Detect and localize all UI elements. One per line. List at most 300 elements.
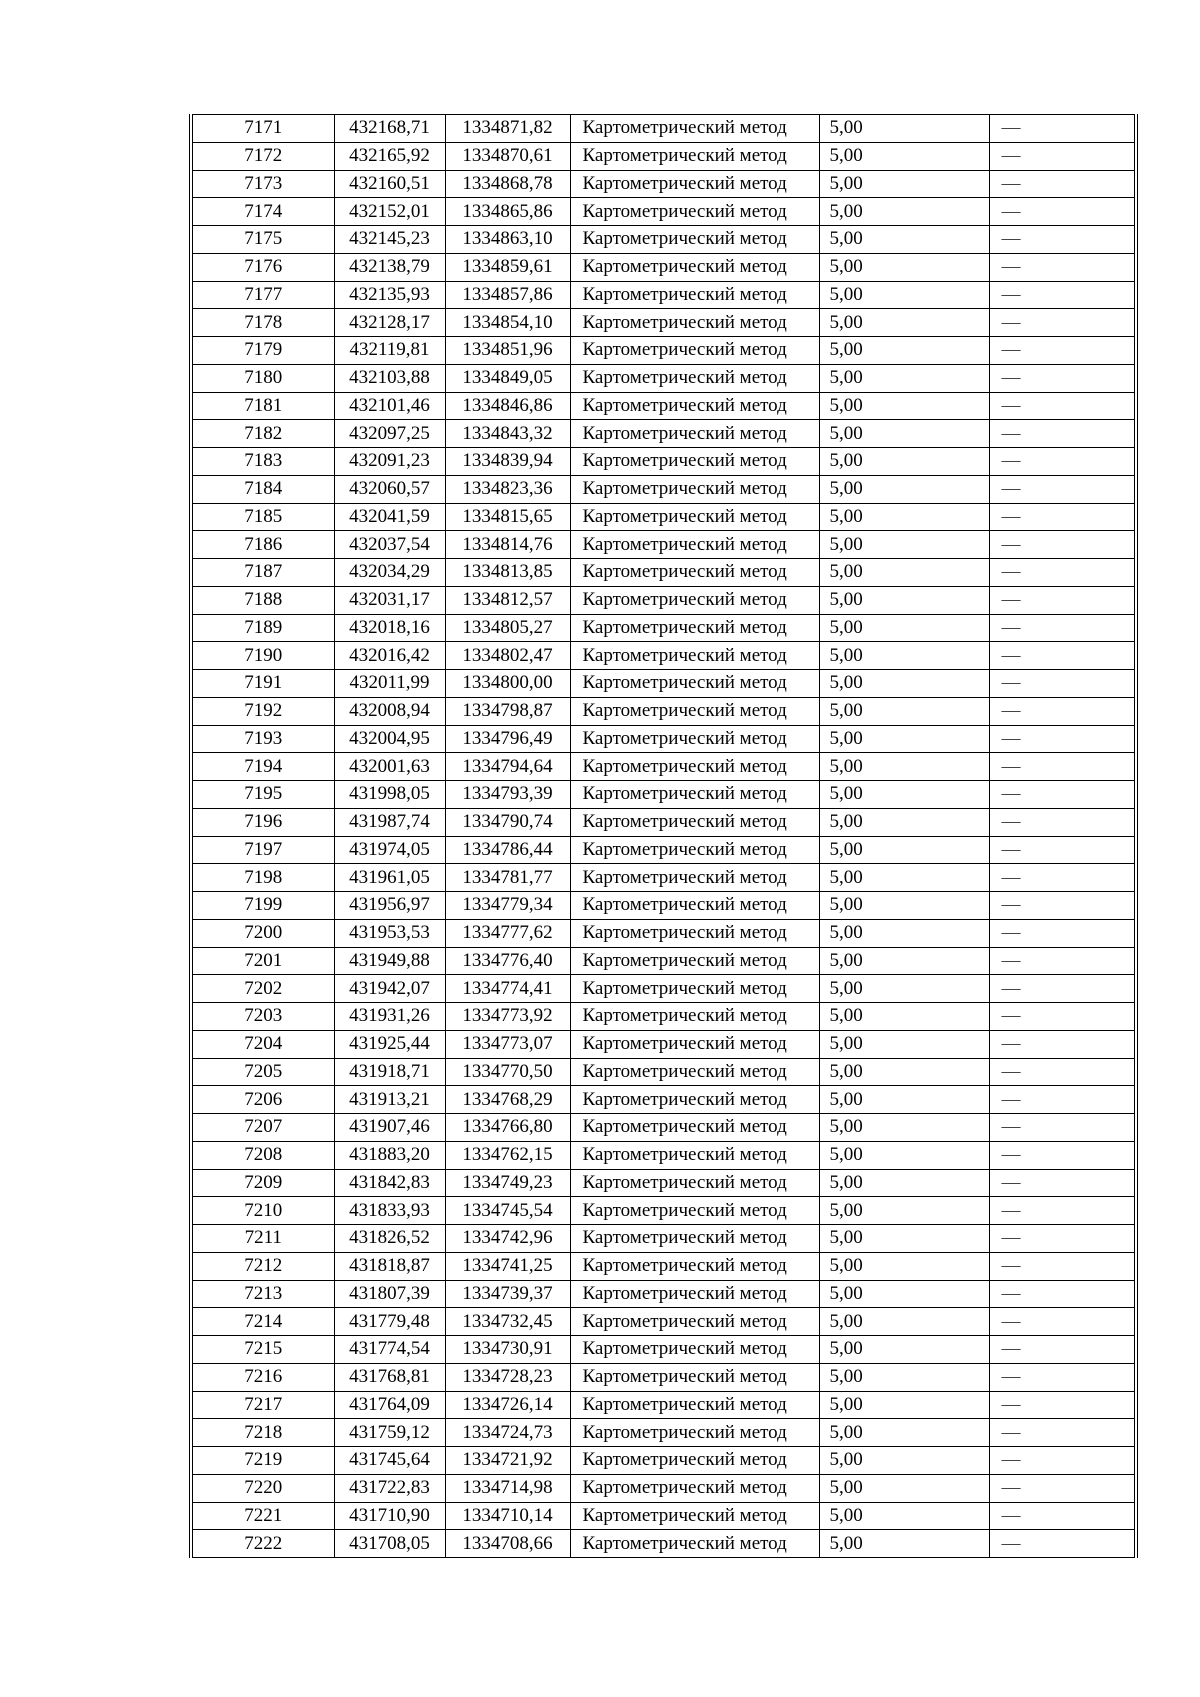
accuracy-cell: 5,00 [819,1419,989,1447]
x-coordinate-cell: 432018,16 [334,614,445,642]
x-coordinate-cell: 431925,44 [334,1030,445,1058]
accuracy-cell: 5,00 [819,947,989,975]
x-coordinate-cell: 432008,94 [334,697,445,725]
x-coordinate-cell: 431768,81 [334,1363,445,1391]
point-number-cell: 7199 [191,892,334,920]
accuracy-cell: 5,00 [819,864,989,892]
description-cell: — [989,1086,1136,1114]
x-coordinate-cell: 431774,54 [334,1336,445,1364]
x-coordinate-cell: 432101,46 [334,392,445,420]
method-cell: Картометрический метод [570,337,819,365]
point-number-cell: 7213 [191,1280,334,1308]
table-row [191,1336,1136,1364]
description-cell: — [989,808,1136,836]
point-number-cell: 7204 [191,1030,334,1058]
table-row [191,337,1136,365]
description-cell: — [989,836,1136,864]
point-number-cell: 7215 [191,1336,334,1364]
description-cell: — [989,1030,1136,1058]
accuracy-cell: 5,00 [819,808,989,836]
method-cell: Картометрический метод [570,1252,819,1280]
x-coordinate-cell: 432168,71 [334,115,445,143]
x-coordinate-cell: 432016,42 [334,642,445,670]
x-coordinate-cell: 432135,93 [334,281,445,309]
y-coordinate-cell: 1334814,76 [445,531,570,559]
method-cell: Картометрический метод [570,1141,819,1169]
x-coordinate-cell: 432060,57 [334,475,445,503]
accuracy-cell: 5,00 [819,420,989,448]
y-coordinate-cell: 1334779,34 [445,892,570,920]
point-number-cell: 7219 [191,1447,334,1475]
y-coordinate-cell: 1334762,15 [445,1141,570,1169]
y-coordinate-cell: 1334794,64 [445,753,570,781]
accuracy-cell: 5,00 [819,1280,989,1308]
table-row [191,226,1136,254]
table-row [191,919,1136,947]
method-cell: Картометрический метод [570,725,819,753]
point-number-cell: 7179 [191,337,334,365]
y-coordinate-cell: 1334721,92 [445,1447,570,1475]
method-cell: Картометрический метод [570,1391,819,1419]
point-number-cell: 7214 [191,1308,334,1336]
accuracy-cell: 5,00 [819,781,989,809]
y-coordinate-cell: 1334790,74 [445,808,570,836]
point-number-cell: 7197 [191,836,334,864]
table-row [191,392,1136,420]
point-number-cell: 7208 [191,1141,334,1169]
method-cell: Картометрический метод [570,142,819,170]
table-row [191,947,1136,975]
method-cell: Картометрический метод [570,642,819,670]
table-body [191,115,1136,1558]
method-cell: Картометрический метод [570,448,819,476]
accuracy-cell: 5,00 [819,586,989,614]
description-cell: — [989,1197,1136,1225]
description-cell: — [989,919,1136,947]
method-cell: Картометрический метод [570,364,819,392]
description-cell: — [989,725,1136,753]
point-number-cell: 7178 [191,309,334,337]
table-row [191,670,1136,698]
y-coordinate-cell: 1334839,94 [445,448,570,476]
coordinates-table [189,114,1138,1558]
table-row [191,1363,1136,1391]
description-cell: — [989,115,1136,143]
y-coordinate-cell: 1334849,05 [445,364,570,392]
y-coordinate-cell: 1334742,96 [445,1225,570,1253]
x-coordinate-cell: 431826,52 [334,1225,445,1253]
method-cell: Картометрический метод [570,1502,819,1530]
description-cell: — [989,614,1136,642]
y-coordinate-cell: 1334708,66 [445,1530,570,1558]
table-row [191,1197,1136,1225]
accuracy-cell: 5,00 [819,392,989,420]
accuracy-cell: 5,00 [819,975,989,1003]
x-coordinate-cell: 431918,71 [334,1058,445,1086]
method-cell: Картометрический метод [570,670,819,698]
table-row [191,781,1136,809]
method-cell: Картометрический метод [570,919,819,947]
point-number-cell: 7217 [191,1391,334,1419]
table-row [191,697,1136,725]
table-row [191,753,1136,781]
point-number-cell: 7184 [191,475,334,503]
accuracy-cell: 5,00 [819,1391,989,1419]
table-row [191,475,1136,503]
table-row [191,448,1136,476]
description-cell: — [989,226,1136,254]
method-cell: Картометрический метод [570,753,819,781]
method-cell: Картометрический метод [570,697,819,725]
x-coordinate-cell: 432145,23 [334,226,445,254]
method-cell: Картометрический метод [570,503,819,531]
table-row [191,836,1136,864]
accuracy-cell: 5,00 [819,226,989,254]
table-row [191,1419,1136,1447]
accuracy-cell: 5,00 [819,531,989,559]
table-row [191,281,1136,309]
point-number-cell: 7183 [191,448,334,476]
x-coordinate-cell: 431708,05 [334,1530,445,1558]
accuracy-cell: 5,00 [819,1058,989,1086]
description-cell: — [989,1447,1136,1475]
x-coordinate-cell: 432152,01 [334,198,445,226]
point-number-cell: 7180 [191,364,334,392]
point-number-cell: 7194 [191,753,334,781]
x-coordinate-cell: 431998,05 [334,781,445,809]
x-coordinate-cell: 431907,46 [334,1114,445,1142]
x-coordinate-cell: 432037,54 [334,531,445,559]
y-coordinate-cell: 1334781,77 [445,864,570,892]
x-coordinate-cell: 432103,88 [334,364,445,392]
accuracy-cell: 5,00 [819,1225,989,1253]
x-coordinate-cell: 432160,51 [334,170,445,198]
y-coordinate-cell: 1334871,82 [445,115,570,143]
y-coordinate-cell: 1334851,96 [445,337,570,365]
table-row [191,1391,1136,1419]
accuracy-cell: 5,00 [819,559,989,587]
accuracy-cell: 5,00 [819,337,989,365]
method-cell: Картометрический метод [570,1114,819,1142]
point-number-cell: 7221 [191,1502,334,1530]
description-cell: — [989,364,1136,392]
point-number-cell: 7209 [191,1169,334,1197]
point-number-cell: 7193 [191,725,334,753]
accuracy-cell: 5,00 [819,1474,989,1502]
y-coordinate-cell: 1334774,41 [445,975,570,1003]
description-cell: — [989,142,1136,170]
point-number-cell: 7187 [191,559,334,587]
table-row [191,892,1136,920]
table-row [191,1058,1136,1086]
description-cell: — [989,337,1136,365]
accuracy-cell: 5,00 [819,697,989,725]
table-row [191,309,1136,337]
method-cell: Картометрический метод [570,281,819,309]
accuracy-cell: 5,00 [819,1141,989,1169]
method-cell: Картометрический метод [570,1363,819,1391]
accuracy-cell: 5,00 [819,253,989,281]
x-coordinate-cell: 431710,90 [334,1502,445,1530]
accuracy-cell: 5,00 [819,1530,989,1558]
x-coordinate-cell: 431956,97 [334,892,445,920]
x-coordinate-cell: 432041,59 [334,503,445,531]
y-coordinate-cell: 1334773,07 [445,1030,570,1058]
table-row [191,170,1136,198]
point-number-cell: 7188 [191,586,334,614]
accuracy-cell: 5,00 [819,1363,989,1391]
accuracy-cell: 5,00 [819,475,989,503]
method-cell: Картометрический метод [570,253,819,281]
y-coordinate-cell: 1334776,40 [445,947,570,975]
method-cell: Картометрический метод [570,947,819,975]
method-cell: Картометрический метод [570,1225,819,1253]
table-row [191,975,1136,1003]
accuracy-cell: 5,00 [819,170,989,198]
x-coordinate-cell: 431987,74 [334,808,445,836]
accuracy-cell: 5,00 [819,1197,989,1225]
method-cell: Картометрический метод [570,1419,819,1447]
description-cell: — [989,670,1136,698]
table-row [191,1114,1136,1142]
y-coordinate-cell: 1334846,86 [445,392,570,420]
x-coordinate-cell: 431961,05 [334,864,445,892]
y-coordinate-cell: 1334812,57 [445,586,570,614]
method-cell: Картометрический метод [570,1336,819,1364]
y-coordinate-cell: 1334865,86 [445,198,570,226]
y-coordinate-cell: 1334728,23 [445,1363,570,1391]
table-row [191,725,1136,753]
table-row [191,864,1136,892]
method-cell: Картометрический метод [570,226,819,254]
y-coordinate-cell: 1334726,14 [445,1391,570,1419]
description-cell: — [989,697,1136,725]
table-row [191,198,1136,226]
point-number-cell: 7186 [191,531,334,559]
point-number-cell: 7198 [191,864,334,892]
description-cell: — [989,781,1136,809]
description-cell: — [989,642,1136,670]
y-coordinate-cell: 1334730,91 [445,1336,570,1364]
y-coordinate-cell: 1334773,92 [445,1003,570,1031]
y-coordinate-cell: 1334714,98 [445,1474,570,1502]
description-cell: — [989,420,1136,448]
point-number-cell: 7210 [191,1197,334,1225]
method-cell: Картометрический метод [570,115,819,143]
point-number-cell: 7190 [191,642,334,670]
x-coordinate-cell: 431807,39 [334,1280,445,1308]
description-cell: — [989,1336,1136,1364]
method-cell: Картометрический метод [570,309,819,337]
description-cell: — [989,892,1136,920]
x-coordinate-cell: 431722,83 [334,1474,445,1502]
description-cell: — [989,309,1136,337]
point-number-cell: 7205 [191,1058,334,1086]
x-coordinate-cell: 431949,88 [334,947,445,975]
table-row [191,1474,1136,1502]
description-cell: — [989,1114,1136,1142]
method-cell: Картометрический метод [570,1169,819,1197]
table-row [191,1447,1136,1475]
accuracy-cell: 5,00 [819,1003,989,1031]
y-coordinate-cell: 1334796,49 [445,725,570,753]
x-coordinate-cell: 431974,05 [334,836,445,864]
y-coordinate-cell: 1334745,54 [445,1197,570,1225]
x-coordinate-cell: 431833,93 [334,1197,445,1225]
method-cell: Картометрический метод [570,1447,819,1475]
point-number-cell: 7176 [191,253,334,281]
method-cell: Картометрический метод [570,1308,819,1336]
description-cell: — [989,586,1136,614]
table-row [191,503,1136,531]
point-number-cell: 7216 [191,1363,334,1391]
table-row [191,614,1136,642]
accuracy-cell: 5,00 [819,309,989,337]
description-cell: — [989,392,1136,420]
point-number-cell: 7211 [191,1225,334,1253]
description-cell: — [989,448,1136,476]
accuracy-cell: 5,00 [819,1252,989,1280]
description-cell: — [989,1308,1136,1336]
y-coordinate-cell: 1334710,14 [445,1502,570,1530]
accuracy-cell: 5,00 [819,919,989,947]
table-row [191,142,1136,170]
table-row [191,1225,1136,1253]
description-cell: — [989,864,1136,892]
y-coordinate-cell: 1334793,39 [445,781,570,809]
x-coordinate-cell: 432138,79 [334,253,445,281]
x-coordinate-cell: 431942,07 [334,975,445,1003]
point-number-cell: 7171 [191,115,334,143]
description-cell: — [989,1141,1136,1169]
method-cell: Картометрический метод [570,1086,819,1114]
description-cell: — [989,1225,1136,1253]
y-coordinate-cell: 1334802,47 [445,642,570,670]
description-cell: — [989,1391,1136,1419]
accuracy-cell: 5,00 [819,892,989,920]
y-coordinate-cell: 1334798,87 [445,697,570,725]
description-cell: — [989,1530,1136,1558]
accuracy-cell: 5,00 [819,1114,989,1142]
table-row [191,1280,1136,1308]
y-coordinate-cell: 1334786,44 [445,836,570,864]
description-cell: — [989,170,1136,198]
method-cell: Картометрический метод [570,1474,819,1502]
y-coordinate-cell: 1334857,86 [445,281,570,309]
y-coordinate-cell: 1334823,36 [445,475,570,503]
method-cell: Картометрический метод [570,531,819,559]
description-cell: — [989,753,1136,781]
method-cell: Картометрический метод [570,1003,819,1031]
point-number-cell: 7175 [191,226,334,254]
table-row [191,1308,1136,1336]
table-row [191,1502,1136,1530]
description-cell: — [989,198,1136,226]
x-coordinate-cell: 432034,29 [334,559,445,587]
y-coordinate-cell: 1334868,78 [445,170,570,198]
y-coordinate-cell: 1334770,50 [445,1058,570,1086]
point-number-cell: 7222 [191,1530,334,1558]
x-coordinate-cell: 431913,21 [334,1086,445,1114]
method-cell: Картометрический метод [570,1030,819,1058]
description-cell: — [989,1474,1136,1502]
accuracy-cell: 5,00 [819,836,989,864]
accuracy-cell: 5,00 [819,1336,989,1364]
method-cell: Картометрический метод [570,864,819,892]
x-coordinate-cell: 431883,20 [334,1141,445,1169]
accuracy-cell: 5,00 [819,1086,989,1114]
x-coordinate-cell: 431953,53 [334,919,445,947]
y-coordinate-cell: 1334854,10 [445,309,570,337]
x-coordinate-cell: 431842,83 [334,1169,445,1197]
table-row [191,115,1136,143]
method-cell: Картометрический метод [570,198,819,226]
y-coordinate-cell: 1334766,80 [445,1114,570,1142]
table-row [191,420,1136,448]
accuracy-cell: 5,00 [819,1030,989,1058]
x-coordinate-cell: 432011,99 [334,670,445,698]
description-cell: — [989,1252,1136,1280]
method-cell: Картометрический метод [570,614,819,642]
y-coordinate-cell: 1334724,73 [445,1419,570,1447]
y-coordinate-cell: 1334870,61 [445,142,570,170]
accuracy-cell: 5,00 [819,1447,989,1475]
table-row [191,586,1136,614]
description-cell: — [989,1169,1136,1197]
accuracy-cell: 5,00 [819,364,989,392]
description-cell: — [989,475,1136,503]
description-cell: — [989,281,1136,309]
point-number-cell: 7218 [191,1419,334,1447]
accuracy-cell: 5,00 [819,1502,989,1530]
accuracy-cell: 5,00 [819,670,989,698]
method-cell: Картометрический метод [570,392,819,420]
accuracy-cell: 5,00 [819,614,989,642]
x-coordinate-cell: 431779,48 [334,1308,445,1336]
table-row [191,1530,1136,1558]
point-number-cell: 7182 [191,420,334,448]
x-coordinate-cell: 432165,92 [334,142,445,170]
point-number-cell: 7196 [191,808,334,836]
accuracy-cell: 5,00 [819,503,989,531]
x-coordinate-cell: 431745,64 [334,1447,445,1475]
description-cell: — [989,531,1136,559]
method-cell: Картометрический метод [570,1280,819,1308]
y-coordinate-cell: 1334768,29 [445,1086,570,1114]
point-number-cell: 7220 [191,1474,334,1502]
method-cell: Картометрический метод [570,1530,819,1558]
point-number-cell: 7206 [191,1086,334,1114]
y-coordinate-cell: 1334843,32 [445,420,570,448]
y-coordinate-cell: 1334732,45 [445,1308,570,1336]
x-coordinate-cell: 432119,81 [334,337,445,365]
y-coordinate-cell: 1334749,23 [445,1169,570,1197]
accuracy-cell: 5,00 [819,115,989,143]
y-coordinate-cell: 1334859,61 [445,253,570,281]
method-cell: Картометрический метод [570,975,819,1003]
x-coordinate-cell: 432004,95 [334,725,445,753]
accuracy-cell: 5,00 [819,1308,989,1336]
x-coordinate-cell: 432031,17 [334,586,445,614]
table-row [191,364,1136,392]
x-coordinate-cell: 431931,26 [334,1003,445,1031]
table-row [191,1169,1136,1197]
description-cell: — [989,503,1136,531]
method-cell: Картометрический метод [570,170,819,198]
description-cell: — [989,1363,1136,1391]
point-number-cell: 7192 [191,697,334,725]
y-coordinate-cell: 1334800,00 [445,670,570,698]
